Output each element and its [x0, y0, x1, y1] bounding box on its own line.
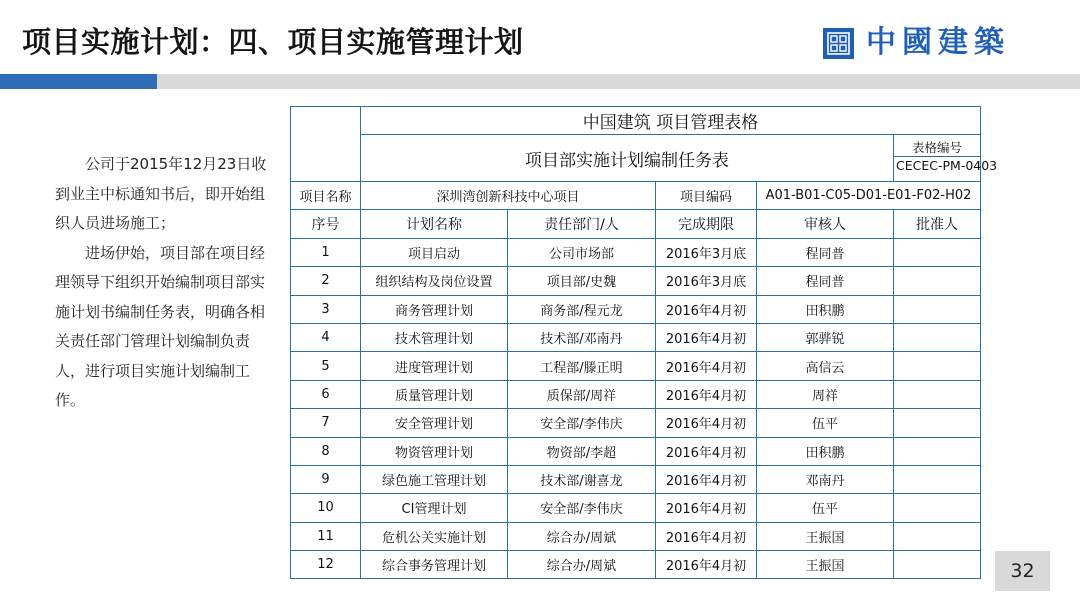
row-plan: 危机公关实施计划	[361, 522, 508, 550]
form-code-cell	[894, 135, 998, 182]
table-row	[291, 352, 981, 380]
table-row	[291, 437, 981, 465]
row-approver	[894, 238, 981, 266]
row-no: 2	[291, 267, 361, 295]
row-deadline: 2016年4月初	[656, 494, 757, 522]
project-name-label: 项目名称	[291, 182, 361, 210]
intro-paragraph-2: 进场伊始，项目部在项目经理领导下组织开始编制项目部实施计划书编制任务表，明确各相关责任部门管理计划编制负责人，进行项目实施计划编制工作。	[55, 243, 266, 409]
row-dept: 物资部/李超	[508, 437, 656, 465]
row-deadline: 2016年4月初	[656, 465, 757, 493]
column-header-reviewer: 审核人	[757, 210, 894, 238]
row-approver	[894, 465, 981, 493]
table-row	[291, 267, 981, 295]
row-deadline: 2016年4月初	[656, 522, 757, 550]
brand-name: 中國建築	[866, 25, 1010, 60]
row-dept: 安全部/李伟庆	[508, 409, 656, 437]
column-header-dept: 责任部门/人	[508, 210, 656, 238]
row-plan: 物资管理计划	[361, 437, 508, 465]
row-no: 10	[291, 494, 361, 522]
row-dept: 公司市场部	[508, 238, 656, 266]
table-row	[291, 380, 981, 408]
project-code: A01-B01-C05-D01-E01-F02-H02	[757, 182, 981, 210]
row-no: 5	[291, 352, 361, 380]
row-approver	[894, 267, 981, 295]
cscec-logo-icon	[823, 28, 854, 59]
company-header: 中国建筑 项目管理表格	[361, 107, 981, 135]
project-code-label: 项目编码	[656, 182, 757, 210]
plan-task-table	[290, 106, 998, 579]
row-approver	[894, 522, 981, 550]
row-deadline: 2016年4月初	[656, 380, 757, 408]
row-plan: 技术管理计划	[361, 323, 508, 351]
row-reviewer: 伍平	[757, 494, 894, 522]
row-plan: 绿色施工管理计划	[361, 465, 508, 493]
row-dept: 商务部/程元龙	[508, 295, 656, 323]
row-dept: 综合办/周斌	[508, 522, 656, 550]
row-dept: 项目部/史魏	[508, 267, 656, 295]
row-deadline: 2016年4月初	[656, 551, 757, 579]
column-header-plan: 计划名称	[361, 210, 508, 238]
row-approver	[894, 352, 981, 380]
page-number: 32	[995, 551, 1050, 591]
row-no: 1	[291, 238, 361, 266]
column-header-approver: 批准人	[894, 210, 981, 238]
row-plan: 综合事务管理计划	[361, 551, 508, 579]
row-reviewer: 田积鹏	[757, 437, 894, 465]
table-corner-cell	[291, 107, 361, 182]
intro-text	[55, 150, 277, 416]
project-name: 深圳湾创新科技中心项目	[361, 182, 656, 210]
row-reviewer: 王振国	[757, 522, 894, 550]
row-deadline: 2016年4月初	[656, 352, 757, 380]
row-deadline: 2016年4月初	[656, 437, 757, 465]
row-plan: 安全管理计划	[361, 409, 508, 437]
row-approver	[894, 437, 981, 465]
row-deadline: 2016年3月底	[656, 267, 757, 295]
row-dept: 综合办/周斌	[508, 551, 656, 579]
table-row	[291, 522, 981, 550]
table-row	[291, 551, 981, 579]
row-approver	[894, 323, 981, 351]
row-deadline: 2016年4月初	[656, 295, 757, 323]
row-approver	[894, 494, 981, 522]
table-row	[291, 465, 981, 493]
row-dept: 质保部/周祥	[508, 380, 656, 408]
row-reviewer: 周祥	[757, 380, 894, 408]
table-row	[291, 323, 981, 351]
row-no: 7	[291, 409, 361, 437]
form-code-label: 表格编号	[894, 141, 980, 157]
row-no: 4	[291, 323, 361, 351]
table-row	[291, 494, 981, 522]
row-reviewer: 邓南丹	[757, 465, 894, 493]
row-plan: 组织结构及岗位设置	[361, 267, 508, 295]
intro-paragraph-1: 公司于2015年12月23日收到业主中标通知书后，即开始组织人员进场施工；	[55, 155, 267, 232]
row-reviewer: 郭骅锐	[757, 323, 894, 351]
row-reviewer: 程同普	[757, 238, 894, 266]
column-header-no: 序号	[291, 210, 361, 238]
row-deadline: 2016年4月初	[656, 409, 757, 437]
row-no: 6	[291, 380, 361, 408]
slide-title: 项目实施计划：四、项目实施管理计划	[22, 25, 524, 59]
row-approver	[894, 380, 981, 408]
row-no: 3	[291, 295, 361, 323]
column-header-deadline: 完成期限	[656, 210, 757, 238]
row-approver	[894, 295, 981, 323]
row-reviewer: 程同普	[757, 267, 894, 295]
table-row	[291, 295, 981, 323]
row-reviewer: 王振国	[757, 551, 894, 579]
header-divider-band	[0, 74, 1080, 89]
row-deadline: 2016年4月初	[656, 323, 757, 351]
row-plan: 商务管理计划	[361, 295, 508, 323]
row-dept: 技术部/邓南丹	[508, 323, 656, 351]
form-code: CECEC-PM-0403	[896, 158, 998, 173]
row-no: 11	[291, 522, 361, 550]
row-reviewer: 高信云	[757, 352, 894, 380]
row-plan: 项目启动	[361, 238, 508, 266]
row-dept: 技术部/谢喜龙	[508, 465, 656, 493]
row-approver	[894, 409, 981, 437]
row-dept: 安全部/李伟庆	[508, 494, 656, 522]
row-plan: 进度管理计划	[361, 352, 508, 380]
header-accent-bar	[0, 74, 157, 89]
row-dept: 工程部/滕正明	[508, 352, 656, 380]
row-no: 12	[291, 551, 361, 579]
form-title: 项目部实施计划编制任务表	[361, 135, 894, 182]
table-row	[291, 409, 981, 437]
table-row	[291, 238, 981, 266]
brand-logo	[823, 26, 1010, 60]
row-approver	[894, 551, 981, 579]
row-deadline: 2016年3月底	[656, 238, 757, 266]
row-no: 8	[291, 437, 361, 465]
row-reviewer: 田积鹏	[757, 295, 894, 323]
row-plan: 质量管理计划	[361, 380, 508, 408]
row-no: 9	[291, 465, 361, 493]
row-reviewer: 伍平	[757, 409, 894, 437]
row-plan: CI管理计划	[361, 494, 508, 522]
